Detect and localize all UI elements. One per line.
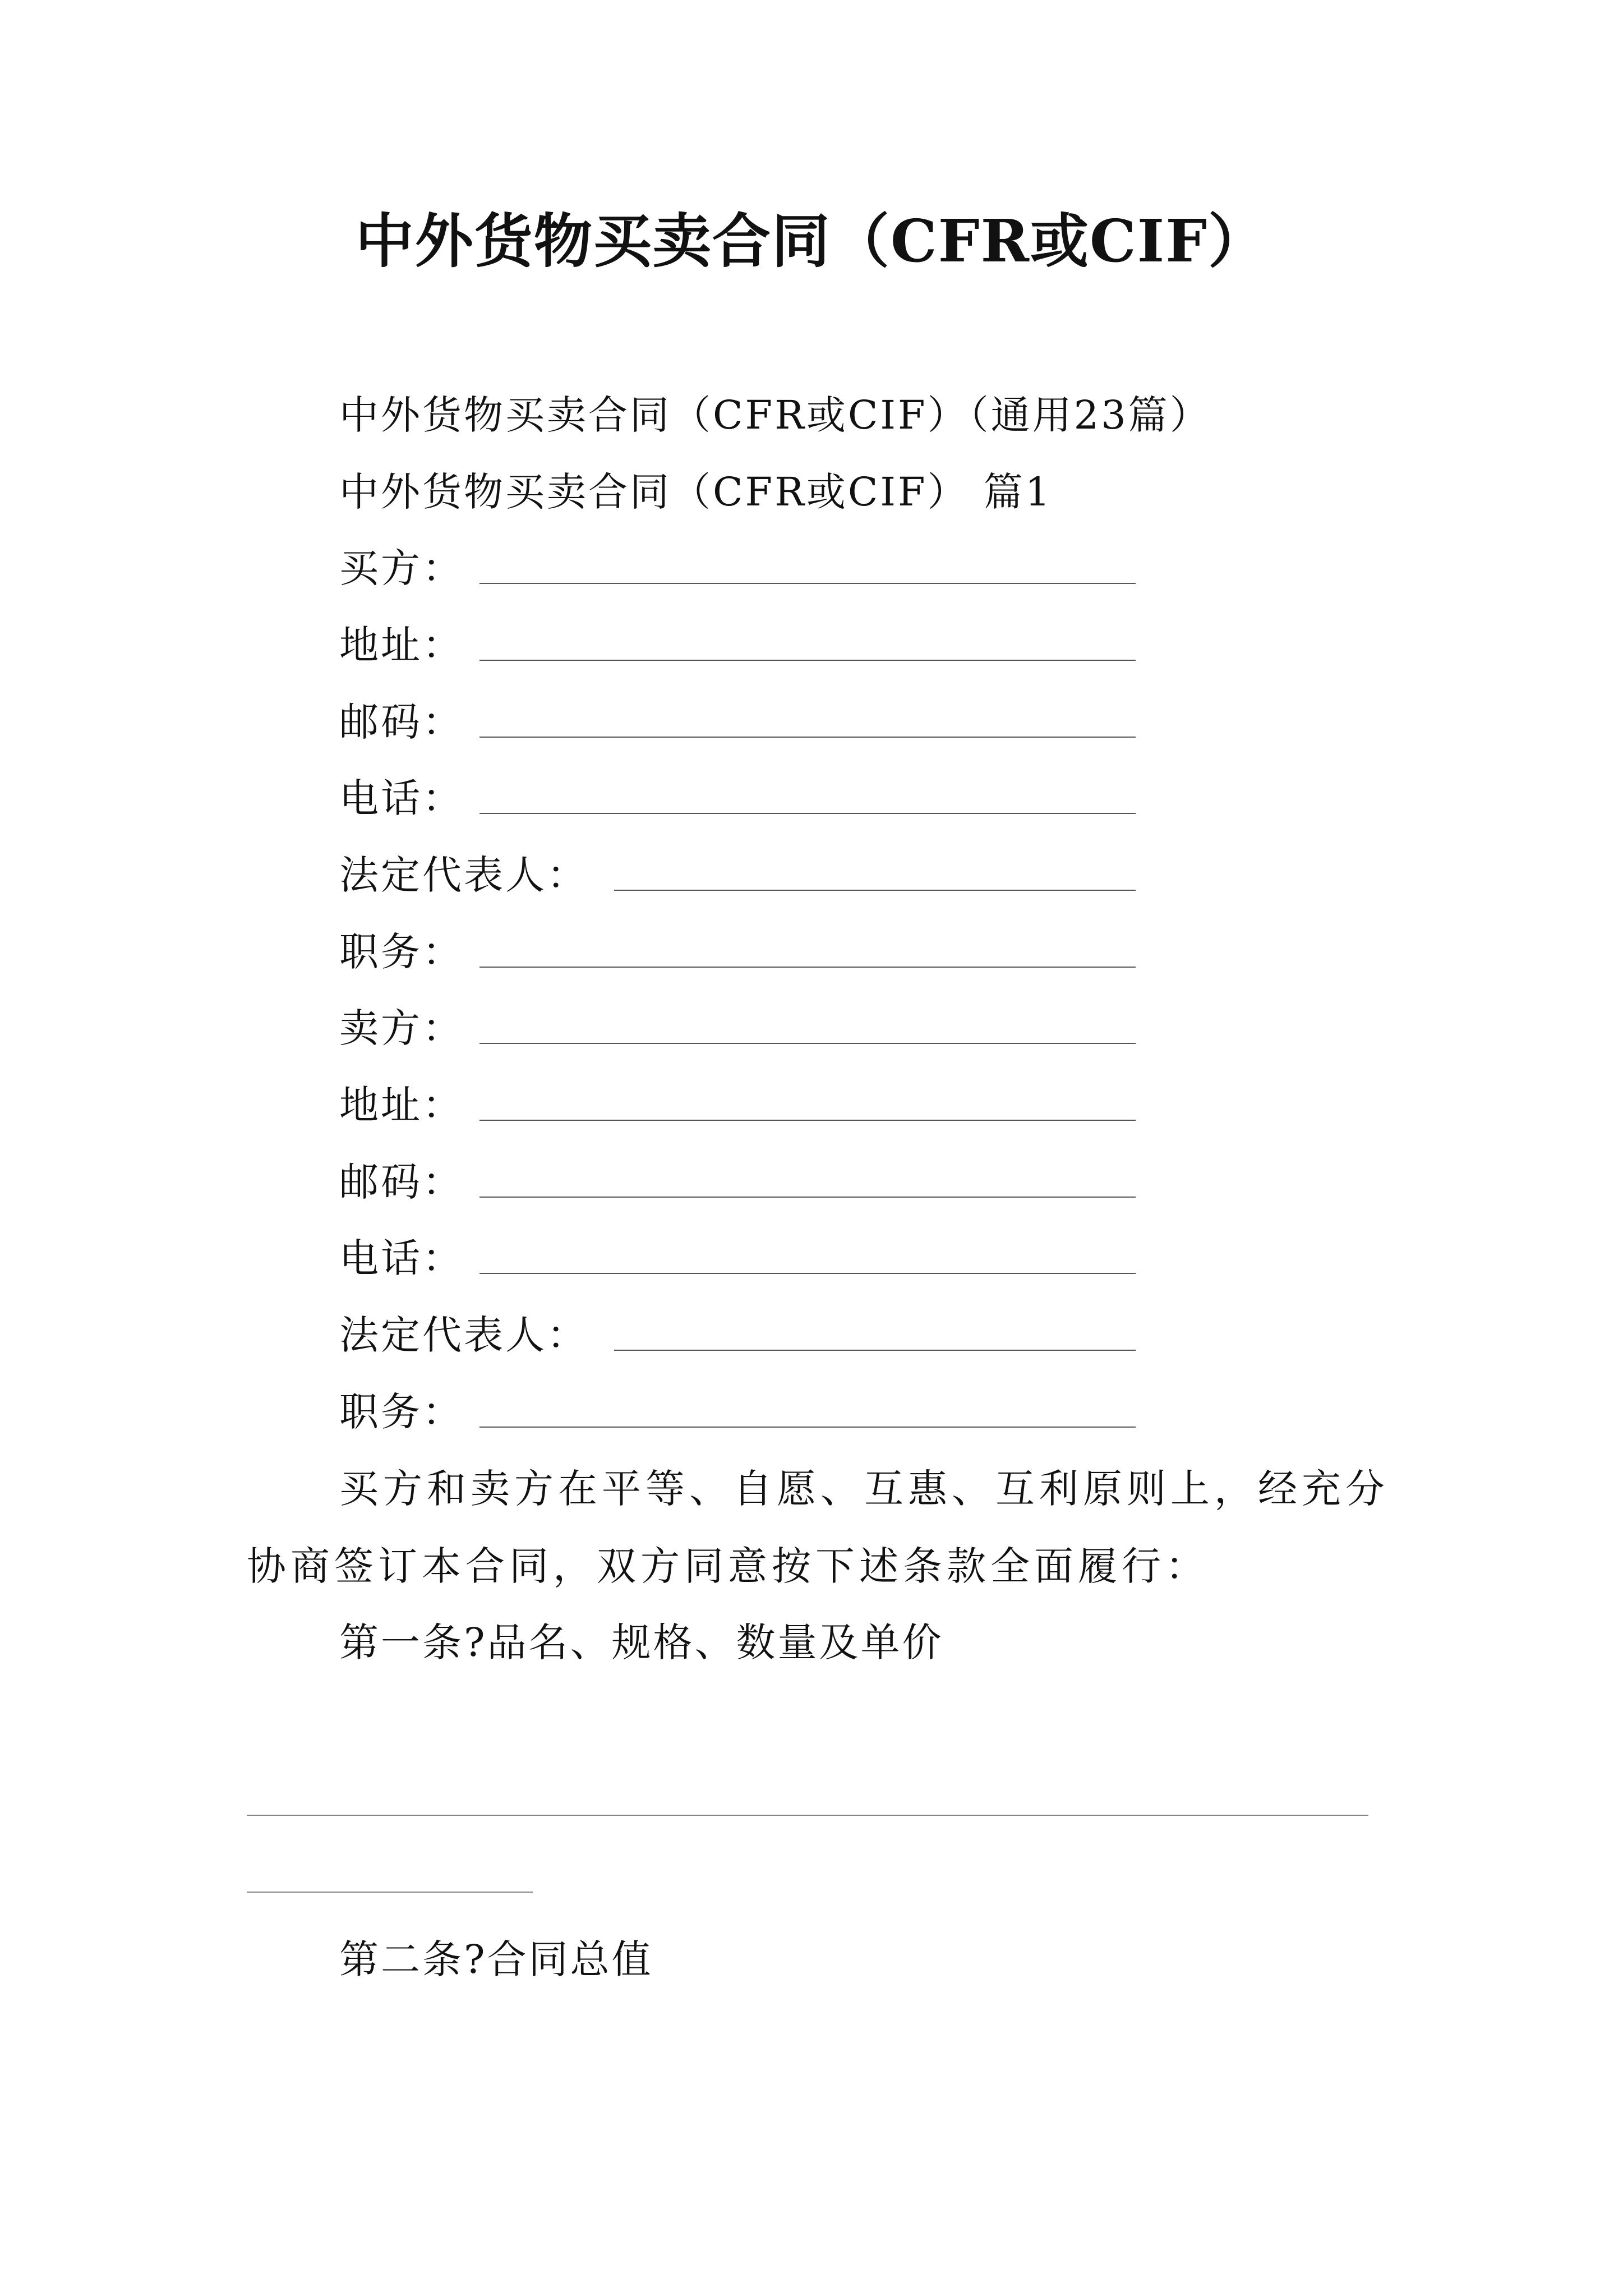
blank-line — [479, 660, 1136, 661]
field-label: 邮码： — [339, 699, 464, 745]
section-heading: 中外货物买卖合同（CFR或CIF） 篇1 — [339, 469, 1053, 515]
blank-line — [479, 1197, 1136, 1198]
blank-line — [479, 1120, 1136, 1121]
article-1-heading: 第一条?品名、规格、数量及单价 — [339, 1619, 944, 1665]
blank-line — [479, 1273, 1136, 1274]
subtitle: 中外货物买卖合同（CFR或CIF）（通用23篇） — [339, 392, 1211, 438]
blank-line — [479, 813, 1136, 814]
seller-party-field[interactable] — [339, 1000, 1136, 1056]
blank-line — [614, 890, 1136, 891]
buyer-position-field[interactable] — [339, 924, 1136, 980]
field-label: 电话： — [339, 775, 464, 821]
blank-line — [479, 1043, 1136, 1044]
field-label: 电话： — [339, 1235, 464, 1281]
fill-in-rule[interactable] — [247, 1815, 1368, 1816]
seller-position-field[interactable] — [339, 1384, 1136, 1440]
field-label: 邮码： — [339, 1159, 464, 1205]
blank-line — [479, 967, 1136, 968]
document-title: 中外货物买卖合同（CFR或CIF） — [355, 206, 1268, 275]
field-label: 法定代表人： — [339, 852, 588, 898]
buyer-party-field[interactable] — [339, 540, 1136, 596]
blank-line — [479, 1427, 1136, 1428]
field-label: 法定代表人： — [339, 1312, 588, 1358]
field-label: 买方： — [339, 545, 464, 591]
blank-line — [479, 737, 1136, 738]
fill-in-rule[interactable] — [247, 1892, 533, 1893]
field-label: 卖方： — [339, 1005, 464, 1051]
field-label: 职务： — [339, 1389, 464, 1435]
buyer-address-field[interactable] — [339, 617, 1136, 673]
article-2-heading: 第二条?合同总值 — [339, 1936, 653, 1982]
field-label: 职务： — [339, 929, 464, 975]
buyer-legal-rep-field[interactable] — [339, 847, 1136, 903]
field-label: 地址： — [339, 1082, 464, 1128]
blank-line — [479, 583, 1136, 584]
intro-paragraph: 买方和卖方在平等、自愿、互惠、互利原则上，经充分协商签订本合同，双方同意按下述条款全面履行： — [247, 1466, 1389, 1589]
seller-postcode-field[interactable] — [339, 1154, 1136, 1210]
blank-line — [614, 1350, 1136, 1351]
field-label: 地址： — [339, 622, 464, 668]
seller-address-field[interactable] — [339, 1077, 1136, 1133]
buyer-phone-field[interactable] — [339, 770, 1136, 826]
seller-legal-rep-field[interactable] — [339, 1307, 1136, 1363]
seller-phone-field[interactable] — [339, 1230, 1136, 1286]
buyer-postcode-field[interactable] — [339, 694, 1136, 750]
